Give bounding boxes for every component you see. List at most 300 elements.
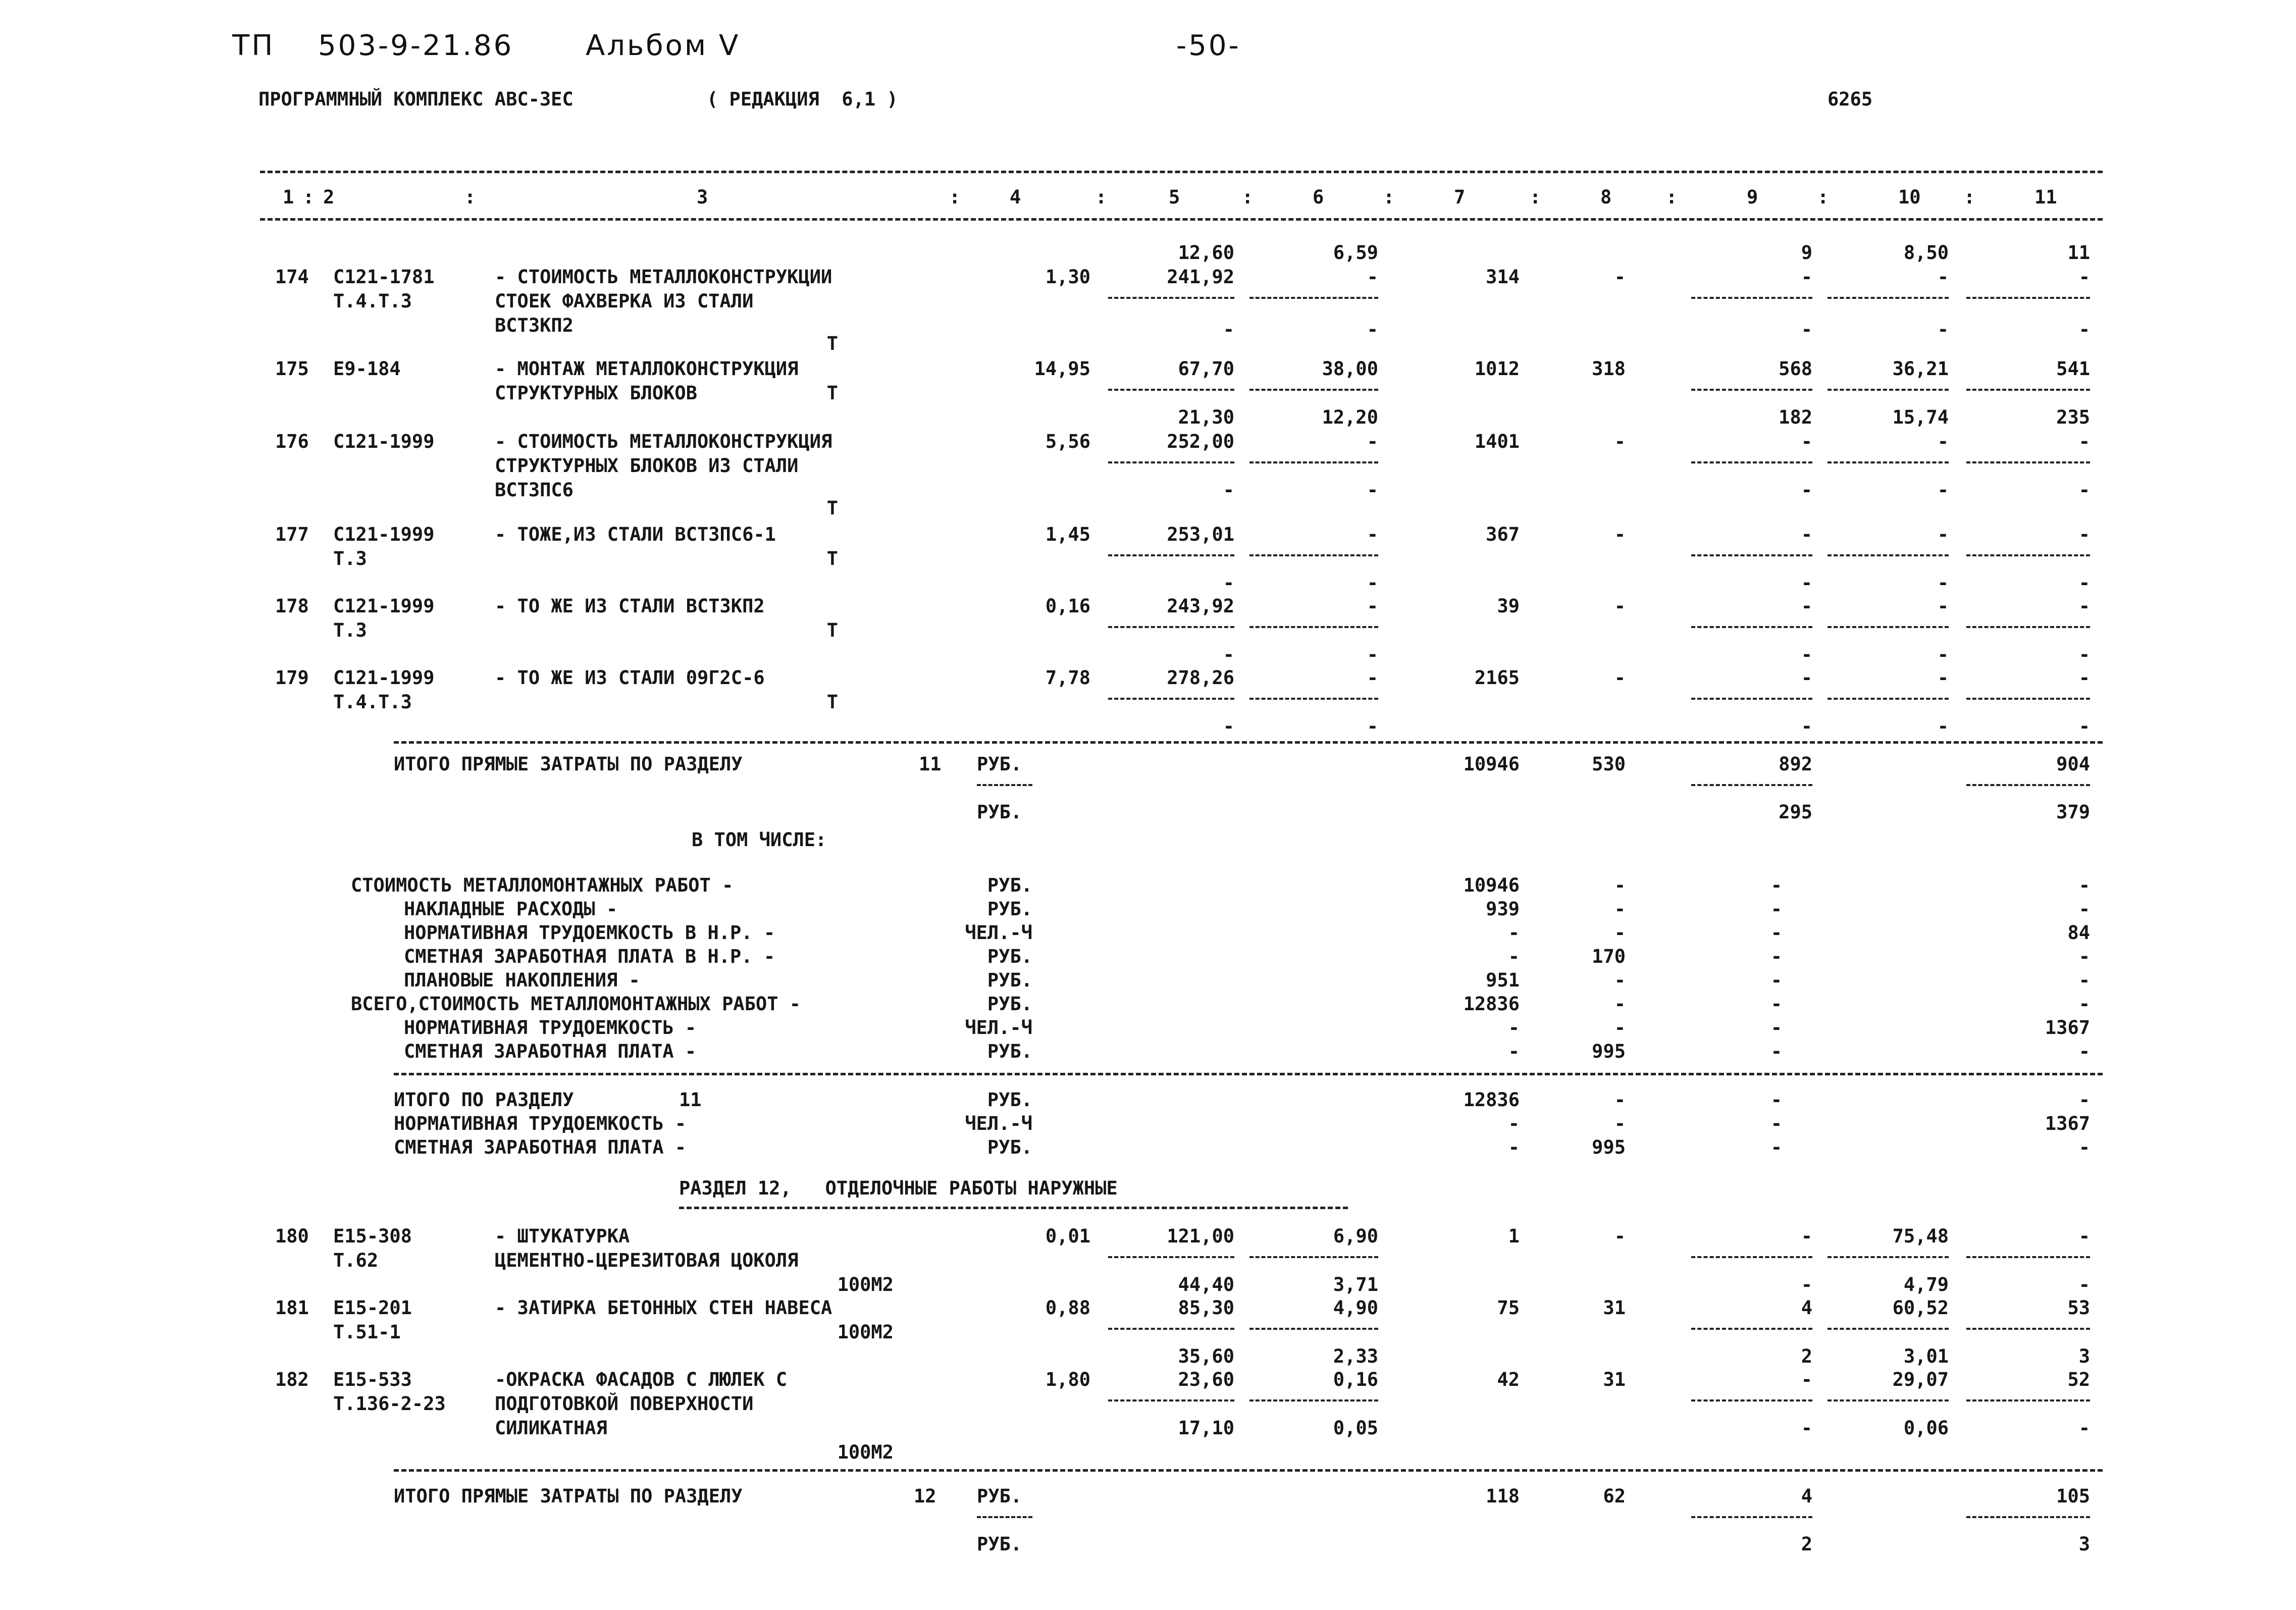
sheet-code: 6265 (1828, 88, 1873, 110)
cell-divider-rule (1249, 698, 1378, 700)
estimate-row-181-c4: 0,88 (1045, 1297, 1090, 1319)
doc-code: 503-9-21.86 (318, 29, 514, 62)
estimate-row-181-description: - ЗАТИРКА БЕТОННЫХ СТЕН НАВЕСА (495, 1297, 832, 1319)
estimate-row-182-code-table: Т.136-2-23 (333, 1393, 446, 1415)
cell-divider-rule (1691, 784, 1812, 786)
column-separator: : (303, 186, 315, 208)
estimate-row-178-c10-bottom: - (1937, 644, 1949, 665)
cell-divider-rule (1966, 297, 2090, 299)
section11-total-c11: - (2078, 1136, 2090, 1158)
total12-unit-2: РУБ. (977, 1533, 1022, 1555)
estimate-row-182-c5-bottom: 17,10 (1178, 1417, 1234, 1439)
section11-total-unit: РУБ. (987, 1089, 1032, 1111)
estimate-row-176-c5: 252,00 (1167, 431, 1234, 452)
breakdown-c11: - (2078, 969, 2090, 991)
cell-divider-rule (1108, 1399, 1234, 1401)
column-header-10: 10 (1898, 186, 1921, 208)
estimate-row-177-code: С121-1999 (333, 524, 435, 545)
cell-divider-rule (1108, 1328, 1234, 1330)
section11-total-c9: - (1770, 1113, 1782, 1134)
breakdown-c9: - (1770, 874, 1782, 896)
breakdown-c11: - (2078, 946, 2090, 967)
breakdown-c9: - (1770, 993, 1782, 1015)
breakdown-c8: 170 (1592, 946, 1626, 967)
cell-divider-rule (1249, 461, 1378, 463)
breakdown-c8: - (1614, 874, 1626, 896)
estimate-row-174-c10: - (1937, 266, 1949, 288)
estimate-row-174-c9: - (1801, 266, 1812, 288)
section11-total-unit: РУБ. (987, 1136, 1032, 1158)
column-separator: : (949, 186, 961, 208)
estimate-row-176-c10-bottom: - (1937, 479, 1949, 501)
estimate-row-181-c9-bottom: 2 (1801, 1345, 1812, 1367)
section11-total-rule (394, 741, 2103, 744)
estimate-row-178-number: 178 (275, 595, 309, 617)
cell-divider-rule (977, 1516, 1032, 1518)
estimate-row-179-number: 179 (275, 667, 309, 689)
estimate-row-175-c10: 36,21 (1892, 358, 1949, 380)
estimate-row-179-c6: - (1367, 667, 1378, 689)
breakdown-c11: - (2078, 1041, 2090, 1062)
total11-c7: 10946 (1463, 753, 1520, 775)
estimate-row-177-c9-bottom: - (1801, 572, 1812, 594)
estimate-row-174-c10-top: 8,50 (1903, 242, 1949, 264)
cell-divider-rule (1249, 1256, 1378, 1258)
column-separator: : (1242, 186, 1254, 208)
cell-divider-rule (1966, 784, 2090, 786)
section12-title: РАЗДЕЛ 12, ОТДЕЛОЧНЫЕ РАБОТЫ НАРУЖНЫЕ (679, 1177, 1118, 1199)
cell-divider-rule (1828, 297, 1949, 299)
section12-title-underline (679, 1207, 1348, 1209)
cell-divider-rule (1966, 461, 2090, 463)
breakdown-c8: - (1614, 898, 1626, 920)
estimate-row-174-description: СТОЕК ФАХВЕРКА ИЗ СТАЛИ (495, 290, 754, 312)
cell-divider-rule (1966, 626, 2090, 628)
breakdown-unit: РУБ. (987, 969, 1032, 991)
estimate-row-180-c6-bottom: 3,71 (1333, 1274, 1378, 1295)
cell-divider-rule (1691, 554, 1812, 556)
estimate-row-174-c6-top: 6,59 (1333, 242, 1378, 264)
breakdown-c11: 84 (2067, 922, 2090, 944)
estimate-row-180-c10: 75,48 (1892, 1225, 1949, 1247)
cell-divider-rule (1108, 297, 1234, 299)
cell-divider-rule (1691, 1516, 1812, 1518)
cell-divider-rule (1828, 1399, 1949, 1401)
total12-c11-bottom: 3 (2078, 1533, 2090, 1555)
estimate-row-180-code-table: Т.62 (333, 1250, 379, 1271)
estimate-row-179-c9: - (1801, 667, 1812, 689)
program-name: ПРОГРАММНЫЙ КОМПЛЕКС АВС-3ЕС (258, 88, 573, 110)
estimate-row-177-number: 177 (275, 524, 309, 545)
cell-divider-rule (1828, 389, 1949, 391)
cell-divider-rule (1108, 389, 1234, 391)
estimate-row-181-c5: 85,30 (1178, 1297, 1234, 1319)
breakdown-c11: - (2078, 874, 2090, 896)
estimate-row-177-c7: 367 (1486, 524, 1520, 545)
total12-c9: 4 (1801, 1485, 1812, 1507)
estimate-row-177-description: - ТОЖЕ,ИЗ СТАЛИ ВСТ3ПС6-1 (495, 524, 776, 545)
cell-divider-rule (1691, 461, 1812, 463)
estimate-row-177-c11: - (2078, 524, 2090, 545)
estimate-row-179-unit: Т (826, 691, 838, 713)
cell-divider-rule (1966, 1399, 2090, 1401)
breakdown-unit: ЧЕЛ.-Ч (965, 1017, 1032, 1038)
table-top-rule (260, 171, 2103, 173)
estimate-row-177-c10-bottom: - (1937, 572, 1949, 594)
estimate-row-178-c9: - (1801, 595, 1812, 617)
estimate-row-182-description: СИЛИКАТНАЯ (495, 1417, 607, 1439)
cell-divider-rule (1966, 554, 2090, 556)
estimate-row-178-c11: - (2078, 595, 2090, 617)
estimate-row-182-c6: 0,16 (1333, 1369, 1378, 1390)
estimate-row-177-unit: Т (826, 548, 838, 569)
estimate-row-177-c6: - (1367, 524, 1378, 545)
estimate-row-178-unit: Т (826, 619, 838, 641)
estimate-row-179-c5-bottom: - (1223, 715, 1234, 737)
total11-label: ИТОГО ПРЯМЫЕ ЗАТРАТЫ ПО РАЗДЕЛУ (394, 753, 743, 775)
estimate-row-175-description: - МОНТАЖ МЕТАЛЛОКОНСТРУКЦИЯ (495, 358, 799, 380)
total12-section: 12 (914, 1485, 936, 1507)
total12-c9-bottom: 2 (1801, 1533, 1812, 1555)
estimate-row-175-c6-bottom: 12,20 (1322, 406, 1378, 428)
estimate-row-174-c9-bottom: - (1801, 319, 1812, 340)
estimate-row-181-code-table: Т.51-1 (333, 1321, 401, 1343)
cell-divider-rule (1966, 1256, 2090, 1258)
estimate-row-176-c6: - (1367, 431, 1378, 452)
column-header-8: 8 (1600, 186, 1612, 208)
estimate-row-174-c11: - (2078, 266, 2090, 288)
estimate-row-181-c10: 60,52 (1892, 1297, 1949, 1319)
estimate-row-175-number: 175 (275, 358, 309, 380)
estimate-row-180-c5: 121,00 (1167, 1225, 1234, 1247)
estimate-row-176-c11-bottom: - (2078, 479, 2090, 501)
estimate-row-180-c6: 6,90 (1333, 1225, 1378, 1247)
estimate-row-180-description: ЦЕМЕНТНО-ЦЕРЕЗИТОВАЯ ЦОКОЛЯ (495, 1250, 799, 1271)
section11-total-c8: - (1614, 1113, 1626, 1134)
estimate-row-180-c5-bottom: 44,40 (1178, 1274, 1234, 1295)
estimate-row-174-description: - СТОИМОСТЬ МЕТАЛЛОКОНСТРУКЦИИ (495, 266, 832, 288)
breakdown-c9: - (1770, 1041, 1782, 1062)
cell-divider-rule (1249, 297, 1378, 299)
estimate-row-175-c10-bottom: 15,74 (1892, 406, 1949, 428)
breakdown-label: ВСЕГО,СТОИМОСТЬ МЕТАЛЛОМОНТАЖНЫХ РАБОТ - (351, 993, 801, 1015)
estimate-row-175-c11-bottom: 235 (2056, 406, 2090, 428)
estimate-row-176-c9: - (1801, 431, 1812, 452)
total11-c11-bottom: 379 (2056, 801, 2090, 823)
column-separator: : (1964, 186, 1975, 208)
breakdown-unit: РУБ. (987, 898, 1032, 920)
total11-section: 11 (919, 753, 942, 775)
estimate-row-179-c6-bottom: - (1367, 715, 1378, 737)
estimate-row-181-c6-bottom: 2,33 (1333, 1345, 1378, 1367)
section11-total-label: ИТОГО ПО РАЗДЕЛУ (394, 1089, 574, 1111)
cell-divider-rule (1108, 698, 1234, 700)
estimate-row-174-unit: Т (826, 333, 838, 354)
header-bottom-rule (260, 218, 2103, 221)
estimate-row-175-c9-bottom: 182 (1779, 406, 1812, 428)
breakdown-c9: - (1770, 946, 1782, 967)
estimate-row-177-c10: - (1937, 524, 1949, 545)
estimate-row-177-c8: - (1614, 524, 1626, 545)
cell-divider-rule (1828, 1256, 1949, 1258)
estimate-row-178-code-table: Т.3 (333, 619, 367, 641)
estimate-row-174-c11-top: 11 (2067, 242, 2090, 264)
estimate-row-180-code: Е15-308 (333, 1225, 412, 1247)
estimate-row-180-unit: 100М2 (837, 1274, 894, 1295)
estimate-row-181-unit: 100М2 (837, 1321, 894, 1343)
estimate-row-175-c11: 541 (2056, 358, 2090, 380)
column-header-7: 7 (1454, 186, 1466, 208)
column-separator: : (1817, 186, 1829, 208)
estimate-row-181-c9: 4 (1801, 1297, 1812, 1319)
estimate-row-176-c6-bottom: - (1367, 479, 1378, 501)
section11-total-c7: - (1508, 1113, 1520, 1134)
cell-divider-rule (1828, 1328, 1949, 1330)
section11-total-c8: 995 (1592, 1136, 1626, 1158)
estimate-row-176-c10: - (1937, 431, 1949, 452)
breakdown-c11: - (2078, 898, 2090, 920)
column-header-2: 2 (323, 186, 335, 208)
estimate-row-182-c11-bottom: - (2078, 1417, 2090, 1439)
estimate-row-179-c11: - (2078, 667, 2090, 689)
breakdown-c7: - (1508, 946, 1520, 967)
estimate-row-179-c10: - (1937, 667, 1949, 689)
estimate-row-181-c10-bottom: 3,01 (1903, 1345, 1949, 1367)
cell-divider-rule (1249, 554, 1378, 556)
estimate-row-175-code: Е9-184 (333, 358, 401, 380)
estimate-row-179-code-table: Т.4.Т.3 (333, 691, 412, 713)
total11-c9-bottom: 295 (1779, 801, 1812, 823)
breakdown-c7: 10946 (1463, 874, 1520, 896)
estimate-row-179-c10-bottom: - (1937, 715, 1949, 737)
doc-tp: ТП (232, 29, 275, 62)
cell-divider-rule (1249, 626, 1378, 628)
estimate-row-174-c10-bottom: - (1937, 319, 1949, 340)
cell-divider-rule (1691, 389, 1812, 391)
cell-divider-rule (1966, 389, 2090, 391)
total12-label: ИТОГО ПРЯМЫЕ ЗАТРАТЫ ПО РАЗДЕЛУ (394, 1485, 743, 1507)
breakdown-unit: РУБ. (987, 946, 1032, 967)
estimate-row-175-c8: 318 (1592, 358, 1626, 380)
estimate-row-178-c7: 39 (1497, 595, 1520, 617)
column-header-4: 4 (1010, 186, 1021, 208)
cell-divider-rule (1966, 1328, 2090, 1330)
breakdown-c11: 1367 (2045, 1017, 2090, 1038)
estimate-row-179-description: - ТО ЖЕ ИЗ СТАЛИ 09Г2С-6 (495, 667, 765, 689)
breakdown-c7: 939 (1486, 898, 1520, 920)
estimate-row-182-c10: 29,07 (1892, 1369, 1949, 1390)
estimate-row-175-c6: 38,00 (1322, 358, 1378, 380)
estimate-row-177-c11-bottom: - (2078, 572, 2090, 594)
estimate-row-180-c7: 1 (1508, 1225, 1520, 1247)
estimate-row-182-c11: 52 (2067, 1369, 2090, 1390)
section11-total-section: 11 (679, 1089, 702, 1111)
breakdown-label: СМЕТНАЯ ЗАРАБОТНАЯ ПЛАТА В Н.Р. - (404, 946, 775, 967)
breakdown-c7: 951 (1486, 969, 1520, 991)
cell-divider-rule (1249, 389, 1378, 391)
estimate-row-175-description: СТРУКТУРНЫХ БЛОКОВ (495, 382, 697, 404)
section11-total-unit: ЧЕЛ.-Ч (965, 1113, 1032, 1134)
total11-c8: 530 (1592, 753, 1626, 775)
estimate-row-175-c7: 1012 (1474, 358, 1520, 380)
section11-total-c7: - (1508, 1136, 1520, 1158)
column-header-5: 5 (1169, 186, 1180, 208)
estimate-row-182-c4: 1,80 (1045, 1369, 1090, 1390)
estimate-row-181-c11: 53 (2067, 1297, 2090, 1319)
cell-divider-rule (1108, 461, 1234, 463)
estimate-row-180-c10-bottom: 4,79 (1903, 1274, 1949, 1295)
breakdown-c9: - (1770, 969, 1782, 991)
estimate-row-181-code: Е15-201 (333, 1297, 412, 1319)
estimate-row-179-c7: 2165 (1474, 667, 1520, 689)
estimate-row-182-code: Е15-533 (333, 1369, 412, 1390)
estimate-row-179-code: С121-1999 (333, 667, 435, 689)
estimate-row-180-c4: 0,01 (1045, 1225, 1090, 1247)
section11-summary-rule (394, 1073, 2103, 1075)
estimate-row-175-c4: 14,95 (1034, 358, 1090, 380)
cell-divider-rule (1249, 1399, 1378, 1401)
estimate-row-178-c10: - (1937, 595, 1949, 617)
page-number: -50- (1176, 29, 1241, 62)
estimate-row-180-c9-bottom: - (1801, 1274, 1812, 1295)
estimate-row-178-code: С121-1999 (333, 595, 435, 617)
album-label: Альбом V (586, 29, 741, 62)
estimate-row-174-c6-bottom: - (1367, 319, 1378, 340)
breakdown-c9: - (1770, 1017, 1782, 1038)
column-separator: : (1383, 186, 1395, 208)
section12-total-rule (394, 1469, 2103, 1472)
estimate-row-181-c8: 31 (1603, 1297, 1626, 1319)
column-separator: : (464, 186, 476, 208)
breakdown-label: СТОИМОСТЬ МЕТАЛЛОМОНТАЖНЫХ РАБОТ - (351, 874, 734, 896)
section11-total-label: НОРМАТИВНАЯ ТРУДОЕМКОСТЬ - (394, 1113, 687, 1134)
estimate-row-174-c5-top: 12,60 (1178, 242, 1234, 264)
estimate-row-180-c9: - (1801, 1225, 1812, 1247)
estimate-row-182-description: -ОКРАСКА ФАСАДОВ С ЛЮЛЕК С (495, 1369, 788, 1390)
estimate-row-179-c5: 278,26 (1167, 667, 1234, 689)
estimate-row-178-c6-bottom: - (1367, 644, 1378, 665)
estimate-row-180-c8: - (1614, 1225, 1626, 1247)
cell-divider-rule (1966, 1516, 2090, 1518)
breakdown-label: ПЛАНОВЫЕ НАКОПЛЕНИЯ - (404, 969, 640, 991)
estimate-row-176-description: СТРУКТУРНЫХ БЛОКОВ ИЗ СТАЛИ (495, 455, 799, 477)
column-header-11: 11 (2034, 186, 2057, 208)
estimate-row-177-c9: - (1801, 524, 1812, 545)
section11-total-label: СМЕТНАЯ ЗАРАБОТНАЯ ПЛАТА - (394, 1136, 687, 1158)
estimate-row-182-c10-bottom: 0,06 (1903, 1417, 1949, 1439)
cell-divider-rule (1691, 1256, 1812, 1258)
cell-divider-rule (1828, 626, 1949, 628)
estimate-row-176-code: С121-1999 (333, 431, 435, 452)
estimate-row-176-c9-bottom: - (1801, 479, 1812, 501)
estimate-row-176-c4: 5,56 (1045, 431, 1090, 452)
cell-divider-rule (1108, 554, 1234, 556)
estimate-row-182-c9: - (1801, 1369, 1812, 1390)
estimate-row-177-code-table: Т.3 (333, 548, 367, 569)
estimate-row-182-c7: 42 (1497, 1369, 1520, 1390)
breakdown-unit: РУБ. (987, 993, 1032, 1015)
estimate-row-176-c11: - (2078, 431, 2090, 452)
estimate-row-182-number: 182 (275, 1369, 309, 1390)
column-header-3: 3 (697, 186, 708, 208)
estimate-row-174-number: 174 (275, 266, 309, 288)
breakdown-unit: РУБ. (987, 1041, 1032, 1062)
column-separator: : (1530, 186, 1541, 208)
breakdown-c8: - (1614, 922, 1626, 944)
estimate-row-178-c4: 0,16 (1045, 595, 1090, 617)
estimate-row-178-c11-bottom: - (2078, 644, 2090, 665)
estimate-row-182-description: ПОДГОТОВКОЙ ПОВЕРХНОСТИ (495, 1393, 754, 1415)
breakdown-c8: 995 (1592, 1041, 1626, 1062)
cell-divider-rule (1691, 698, 1812, 700)
total12-c7: 118 (1486, 1485, 1520, 1507)
estimate-row-178-c8: - (1614, 595, 1626, 617)
estimate-row-174-c9-top: 9 (1801, 242, 1812, 264)
breakdown-c8: - (1614, 993, 1626, 1015)
estimate-row-180-description: - ШТУКАТУРКА (495, 1225, 630, 1247)
estimate-row-176-c8: - (1614, 431, 1626, 452)
estimate-row-179-c9-bottom: - (1801, 715, 1812, 737)
estimate-row-178-description: - ТО ЖЕ ИЗ СТАЛИ ВСТ3КП2 (495, 595, 765, 617)
cell-divider-rule (1108, 1256, 1234, 1258)
total12-c8: 62 (1603, 1485, 1626, 1507)
column-separator: : (1095, 186, 1107, 208)
estimate-row-174-c5-bottom: - (1223, 319, 1234, 340)
column-separator: : (1666, 186, 1678, 208)
breakdown-c8: - (1614, 1017, 1626, 1038)
total11-unit: РУБ. (977, 753, 1022, 775)
estimate-row-178-c5: 243,92 (1167, 595, 1234, 617)
estimate-row-182-c5: 23,60 (1178, 1369, 1234, 1390)
section11-total-c9: - (1770, 1136, 1782, 1158)
breakdown-label: НОРМАТИВНАЯ ТРУДОЕМКОСТЬ - (404, 1017, 697, 1038)
breakdown-c7: - (1508, 1041, 1520, 1062)
cell-divider-rule (1828, 698, 1949, 700)
estimate-row-180-c11: - (2078, 1225, 2090, 1247)
breakdown-c8: - (1614, 969, 1626, 991)
estimate-row-174-c6: - (1367, 266, 1378, 288)
breakdown-unit: ЧЕЛ.-Ч (965, 922, 1032, 944)
estimate-row-179-c11-bottom: - (2078, 715, 2090, 737)
breakdown-c9: - (1770, 898, 1782, 920)
section11-total-c11: 1367 (2045, 1113, 2090, 1134)
estimate-row-182-c9-bottom: - (1801, 1417, 1812, 1439)
estimate-row-175-c9: 568 (1779, 358, 1812, 380)
estimate-row-174-c11-bottom: - (2078, 319, 2090, 340)
breakdown-label: НАКЛАДНЫЕ РАСХОДЫ - (404, 898, 618, 920)
estimate-row-181-number: 181 (275, 1297, 309, 1319)
estimate-row-182-c6-bottom: 0,05 (1333, 1417, 1378, 1439)
section11-total-c8: - (1614, 1089, 1626, 1111)
breakdown-c9: - (1770, 922, 1782, 944)
estimate-row-180-number: 180 (275, 1225, 309, 1247)
estimate-row-181-c6: 4,90 (1333, 1297, 1378, 1319)
column-header-1: 1 (283, 186, 294, 208)
estimate-row-177-c6-bottom: - (1367, 572, 1378, 594)
estimate-row-179-c8: - (1614, 667, 1626, 689)
cell-divider-rule (1966, 698, 2090, 700)
cell-divider-rule (1691, 1328, 1812, 1330)
estimate-row-176-c7: 1401 (1474, 431, 1520, 452)
section11-total-c9: - (1770, 1089, 1782, 1111)
estimate-row-175-c5: 67,70 (1178, 358, 1234, 380)
cell-divider-rule (1691, 1399, 1812, 1401)
cell-divider-rule (1249, 1328, 1378, 1330)
breakdown-c7: 12836 (1463, 993, 1520, 1015)
cell-divider-rule (1108, 626, 1234, 628)
column-header-6: 6 (1313, 186, 1324, 208)
breakdown-label: НОРМАТИВНАЯ ТРУДОЕМКОСТЬ В Н.Р. - (404, 922, 775, 944)
